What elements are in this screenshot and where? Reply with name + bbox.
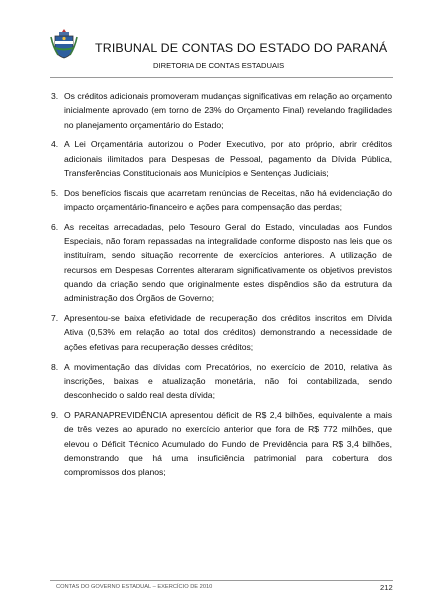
list-item <box>51 220 392 306</box>
list-item-number: 8. <box>51 361 59 372</box>
list-item-number: 5. <box>51 187 59 198</box>
list-item <box>51 186 392 215</box>
header-divider <box>50 77 393 78</box>
list-item-text: Apresentou-se baixa efetividade de recuperação dos créditos inscritos em Dívida Ativa (0,53% em relação ao total dos créditos) demonstrando a necessidade de ações efetivas para recuperação desses créditos; <box>64 313 392 352</box>
parana-coat-of-arms-icon <box>50 29 78 59</box>
list-item <box>51 89 392 132</box>
list-item-text: A Lei Orçamentária autorizou o Poder Executivo, por ato próprio, abrir créditos adicionais ilimitados para Despesas de Pessoal, pagamento da Dívida Pública, Transferências Constitucionais aos Municípios e Sentenças Judiciais; <box>64 139 392 178</box>
list-item-text: Dos benefícios fiscais que acarretam renúncias de Receitas, não há evidenciação do impacto orçamentário-financeiro e ações para compensação das perdas; <box>64 187 392 213</box>
list-item <box>51 311 392 354</box>
list-item <box>51 360 392 403</box>
list-item <box>51 408 392 479</box>
list-item-number: 7. <box>51 313 59 324</box>
list-item-number: 6. <box>51 221 59 232</box>
list-item <box>51 137 392 180</box>
footer-text: CONTAS DO GOVERNO ESTADUAL – EXERCÍCIO DE 2010 <box>56 584 213 590</box>
list-item-text: O PARANAPREVIDÊNCIA apresentou déficit de R$ 2,4 bilhões, equivalente a mais de três vezes ao apurado no exercício anterior que fora de R$ 772 milhões, que elevou o Déficit Técnico Acumulado do Fundo de Previdência para R$ 3,4 bilhões, demonstrando que há uma insuficiência patrimonial para cobertura dos compromissos dos planos; <box>64 409 392 478</box>
page-title: TRIBUNAL DE CONTAS DO ESTADO DO PARANÁ <box>95 41 388 55</box>
page-header <box>0 0 432 86</box>
list-item-number: 9. <box>51 409 59 420</box>
numbered-list <box>51 89 392 485</box>
list-item-number: 3. <box>51 91 59 101</box>
list-item-text: As receitas arrecadadas, pelo Tesouro Geral do Estado, vinculadas aos Fundos Especiais, não foram repassadas na integralidade conforme disposto nas leis que os instituíram, sendo situação recorrente de exercícios anteriores. A utilização de recursos em Despesas Correntes alteraram significativamente os objetivos previstos quando da criação sendo que originalmente estes dispêndios são da estrutura da administração dos Órgãos de Governo; <box>64 221 392 304</box>
footer-divider <box>50 580 393 581</box>
page-number: 212 <box>380 583 393 592</box>
list-item-text: Os créditos adicionais promoveram mudanças significativas em relação ao orçamento inicialmente aprovado (em torno de 23% do Orçamento Final) revelando fragilidades no planejamento orçamentário do Estado; <box>64 91 392 130</box>
page-subtitle: DIRETORIA DE CONTAS ESTADUAIS <box>153 61 285 70</box>
list-item-number: 4. <box>51 139 59 150</box>
list-item-text: A movimentação das dívidas com Precatórios, no exercício de 2010, relativa às inscrições, baixas e atualização monetária, não foi contabilizada, sendo desconhecido o saldo real desta dívida; <box>64 361 392 401</box>
